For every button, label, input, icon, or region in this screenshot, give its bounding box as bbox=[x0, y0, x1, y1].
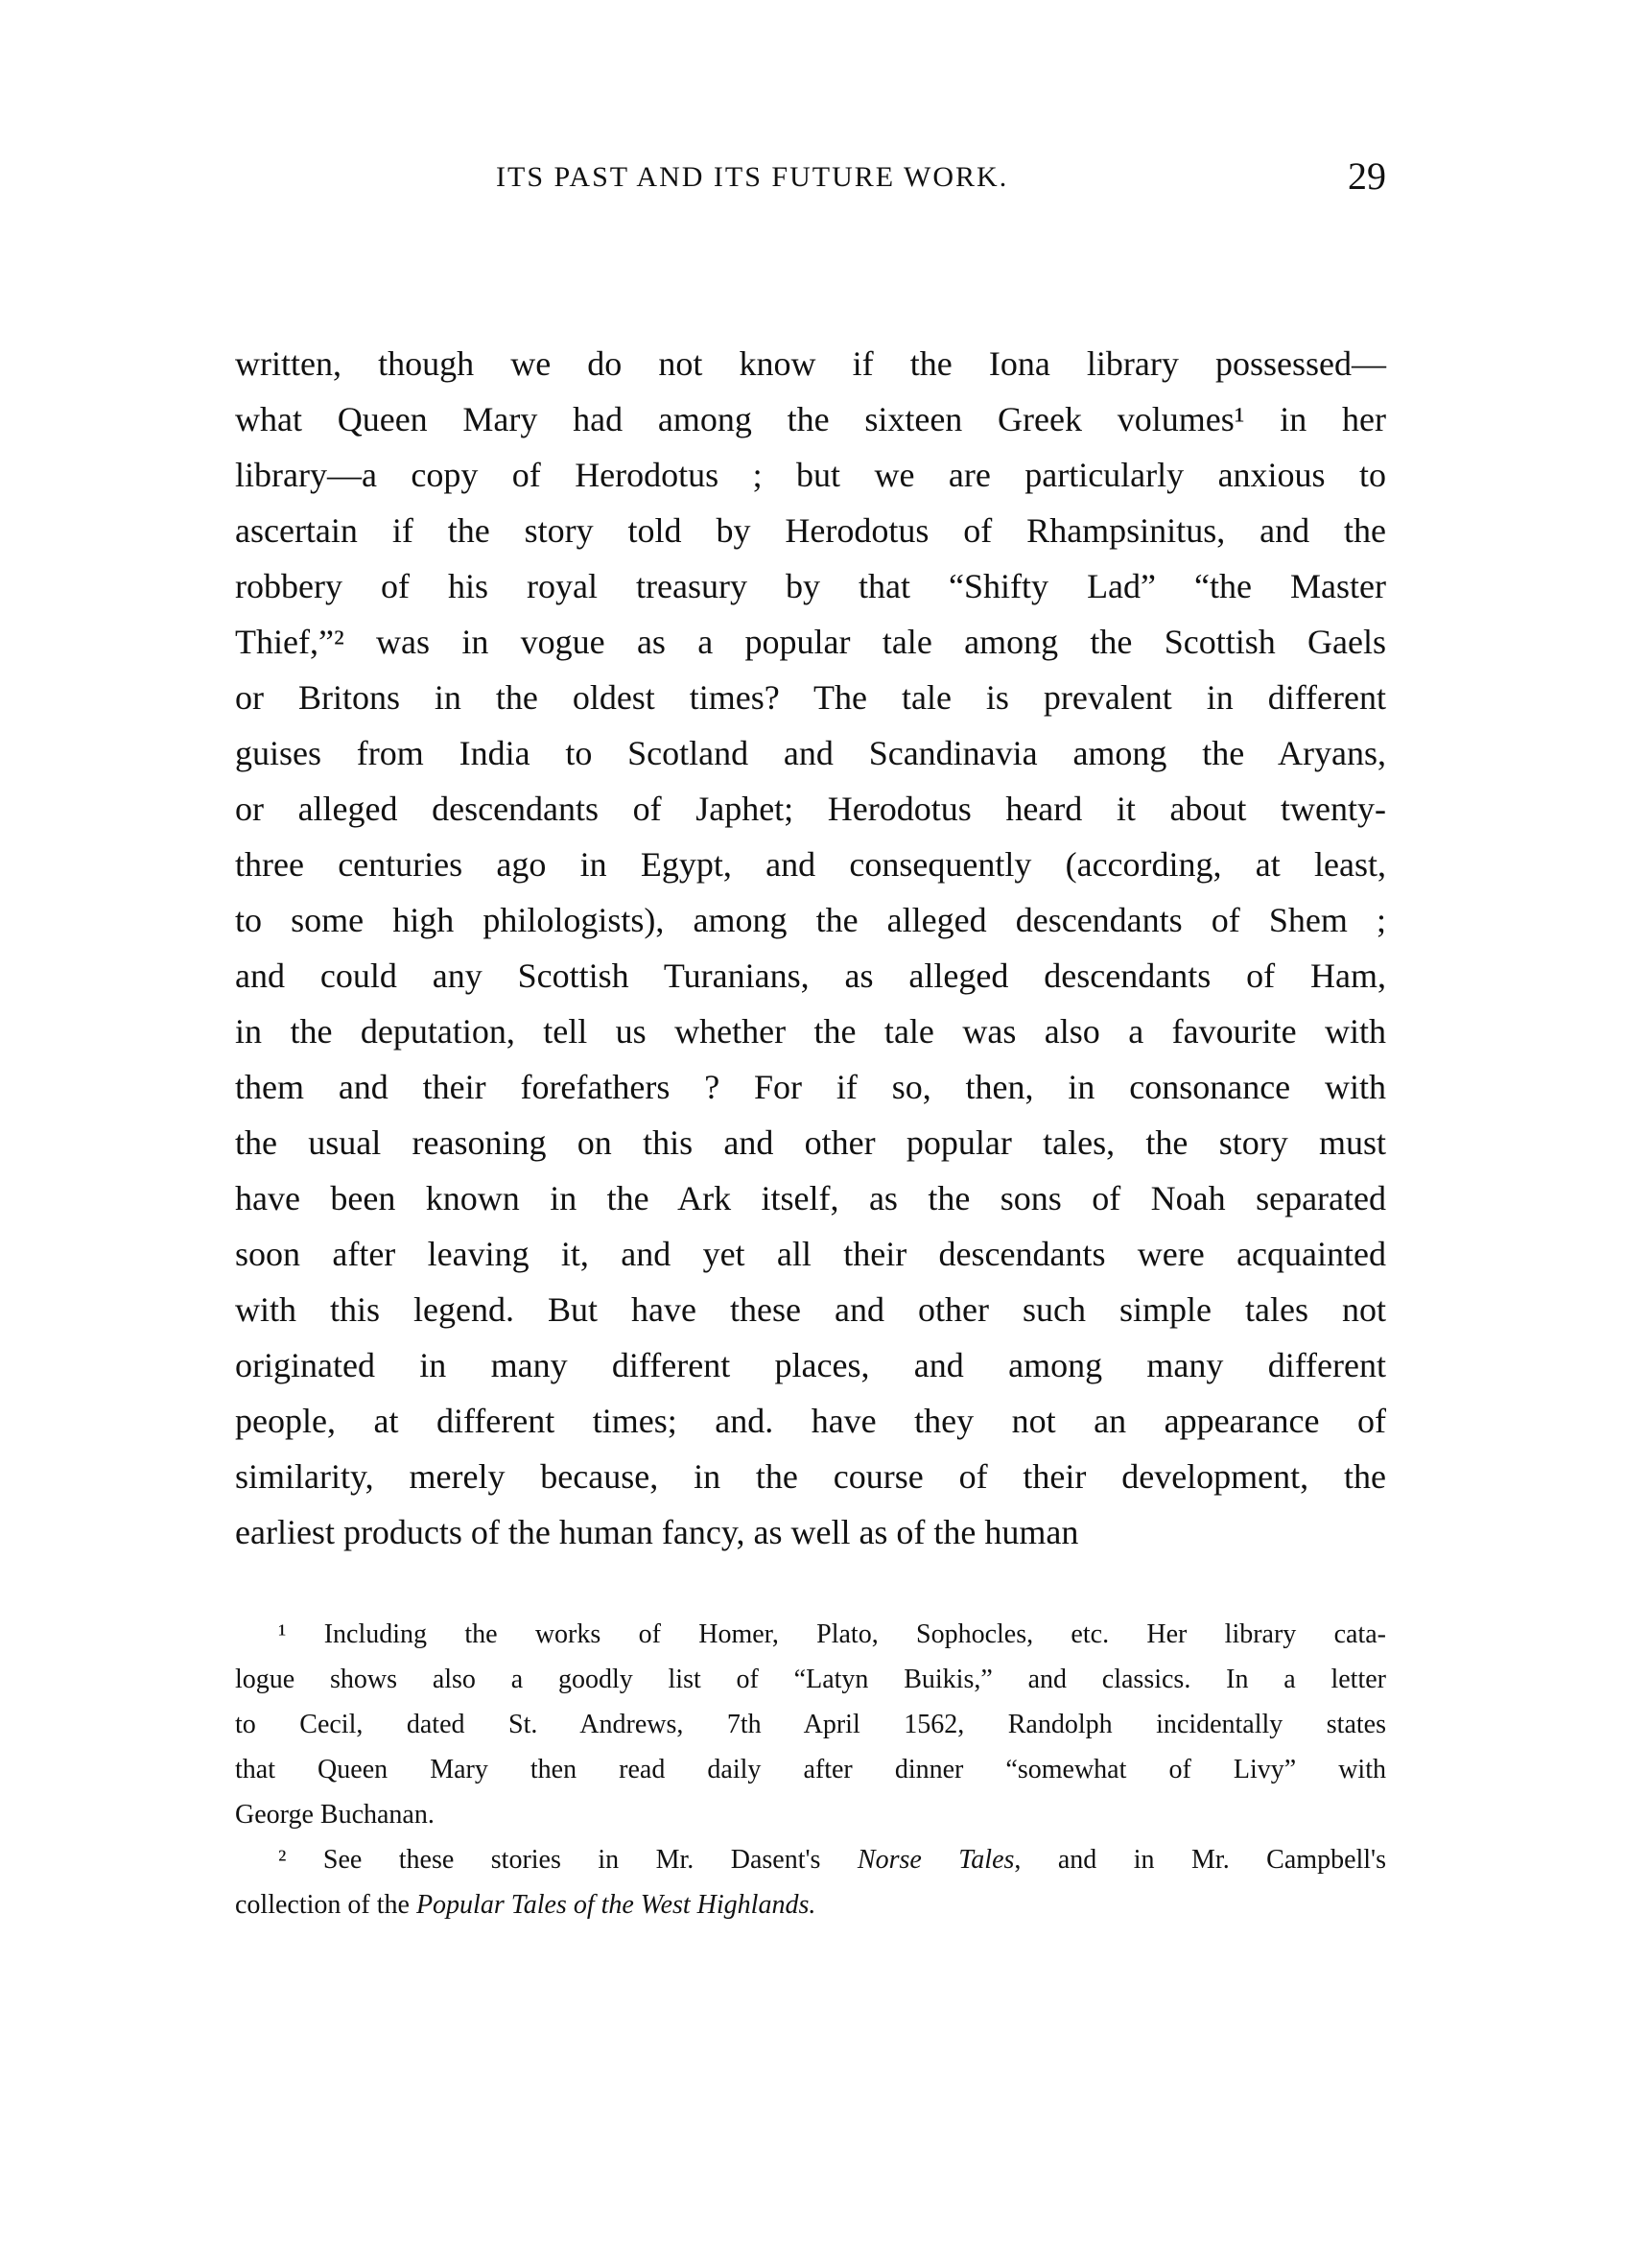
body-line: similarity, merely because, in the course of their development, the bbox=[235, 1457, 1386, 1496]
body-line: three centuries ago in Egypt, and consequently (according, at least, bbox=[235, 845, 1386, 884]
book-title: Norse Tales bbox=[857, 1845, 1015, 1875]
book-title: Popular Tales of the West Highlands. bbox=[415, 1890, 816, 1920]
footnote-1 bbox=[235, 1612, 1386, 1837]
footnote-line bbox=[235, 1837, 1386, 1882]
body-line: and could any Scottish Turanians, as alleged descendants of Ham, bbox=[235, 957, 1386, 995]
footnote-line: that Queen Mary then read daily after dinner “somewhat of Livy” with bbox=[235, 1755, 1386, 1784]
body-line: originated in many different places, and among many different bbox=[235, 1346, 1386, 1384]
body-line: what Queen Mary had among the sixteen Greek volumes¹ in her bbox=[235, 400, 1386, 438]
footnote-text: ² See these stories in Mr. Dasent's bbox=[278, 1845, 858, 1875]
body-line: the usual reasoning on this and other popular tales, the story must bbox=[235, 1123, 1386, 1162]
footnotes bbox=[235, 1612, 1386, 1927]
body-line: guises from India to Scotland and Scandinavia among the Aryans, bbox=[235, 734, 1386, 772]
footnote-2 bbox=[235, 1837, 1386, 1927]
body-line: them and their forefathers ? For if so, then, in consonance with bbox=[235, 1068, 1386, 1106]
footnote-line: logue shows also a goodly list of “Latyn Buikis,” and classics. In a letter bbox=[235, 1665, 1386, 1694]
body-line: earliest products of the human fancy, as well as of the human bbox=[235, 1513, 1079, 1551]
body-line: in the deputation, tell us whether the tale was also a favourite with bbox=[235, 1012, 1386, 1051]
footnote-line: George Buchanan. bbox=[235, 1800, 435, 1830]
body-line: or alleged descendants of Japhet; Herodotus heard it about twenty- bbox=[235, 790, 1386, 828]
footnote-line: ¹ Including the works of Homer, Plato, Sophocles, etc. Her library cata- bbox=[278, 1619, 1386, 1649]
body-text bbox=[235, 336, 1386, 1560]
footnote-text: collection of the bbox=[235, 1890, 416, 1920]
running-title: ITS PAST AND ITS FUTURE WORK. bbox=[496, 161, 1009, 193]
body-line: ascertain if the story told by Herodotus of Rhampsinitus, and the bbox=[235, 511, 1386, 550]
footnote-line: to Cecil, dated St. Andrews, 7th April 1562, Randolph incidentally states bbox=[235, 1710, 1386, 1739]
body-line: library—a copy of Herodotus ; but we are particularly anxious to bbox=[235, 456, 1386, 494]
footnote-line bbox=[235, 1882, 1386, 1927]
body-line: or Britons in the oldest times? The tale is prevalent in different bbox=[235, 678, 1386, 717]
body-line: people, at different times; and. have they not an appearance of bbox=[235, 1402, 1386, 1440]
body-line: with this legend. But have these and other such simple tales not bbox=[235, 1290, 1386, 1329]
body-line: soon after leaving it, and yet all their descendants were acquainted bbox=[235, 1235, 1386, 1273]
body-line: have been known in the Ark itself, as the sons of Noah separated bbox=[235, 1179, 1386, 1217]
page-number: 29 bbox=[1348, 154, 1386, 198]
body-line: written, though we do not know if the Iona library possessed— bbox=[235, 344, 1386, 383]
footnote-text: , and in Mr. Campbell's bbox=[1014, 1845, 1386, 1875]
running-header bbox=[235, 154, 1386, 211]
body-line: robbery of his royal treasury by that “Shifty Lad” “the Master bbox=[235, 567, 1386, 605]
body-line: Thief,”² was in vogue as a popular tale among the Scottish Gaels bbox=[235, 623, 1386, 661]
body-line: to some high philologists), among the alleged descendants of Shem ; bbox=[235, 901, 1386, 939]
